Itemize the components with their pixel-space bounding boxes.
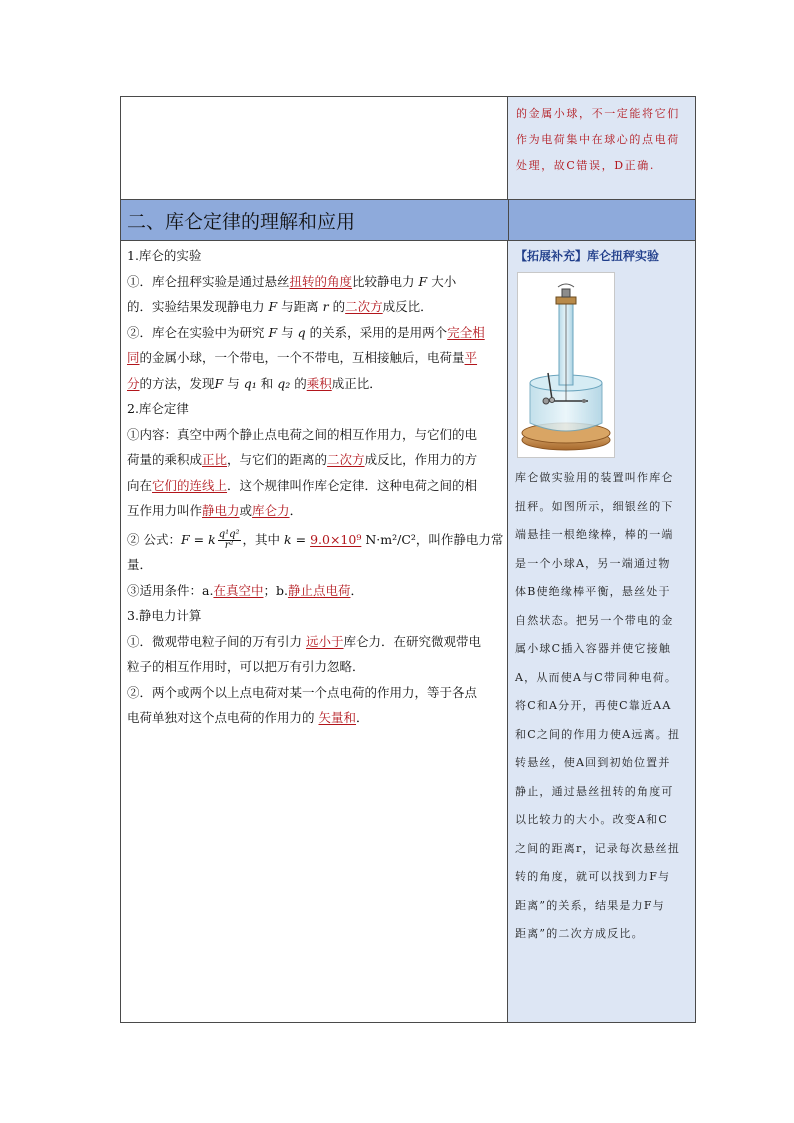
- text: =: [295, 531, 307, 547]
- text: 成正比．: [331, 375, 382, 391]
- answer-blank: 远小于: [306, 633, 344, 649]
- paragraph-line: [127, 629, 501, 655]
- text: 大小: [431, 273, 457, 289]
- text: ；b.: [263, 582, 288, 598]
- text: 与距离: [281, 299, 319, 314]
- unit: N·m²/C²: [365, 531, 416, 547]
- symbol: q₂: [277, 375, 291, 391]
- text: 的: [294, 375, 307, 391]
- extension-line: 转悬丝，使A回到初始位置并: [515, 756, 671, 769]
- answer-blank: 在真空中: [213, 582, 264, 598]
- answer-blank: 二次方: [327, 452, 365, 467]
- text: ，其中: [242, 531, 281, 547]
- text: ．: [289, 503, 303, 518]
- text: a.: [202, 582, 214, 598]
- paragraph-line: [127, 447, 501, 473]
- paragraph-line: [127, 705, 501, 731]
- text: ．这个规律叫作库仑定律．这种电荷之间的相: [227, 477, 478, 493]
- text: 或: [239, 503, 253, 518]
- paragraph-line: 量．: [127, 557, 153, 572]
- extension-line: A，从而使A与C带同种电荷。: [515, 670, 678, 684]
- paragraph-line: [127, 578, 501, 604]
- paragraph-line: [127, 473, 501, 499]
- extension-line: 自然状态。把另一个带电的金: [515, 613, 674, 627]
- extension-line: 将C和A分开，再使C靠近AA: [515, 699, 672, 712]
- text: 的方法，发现: [139, 375, 215, 391]
- answer-blank: 完全相: [447, 324, 485, 340]
- main-content: [121, 241, 508, 1022]
- answer-blank: 库仑力: [252, 503, 290, 518]
- extension-line: 属小球C插入容器并使它接触: [515, 642, 672, 655]
- answer-blank: 分: [127, 375, 140, 391]
- extension-line: 距离”的关系，结果是力F与: [515, 898, 665, 912]
- symbol: F: [268, 324, 278, 340]
- torsion-balance-figure: [517, 272, 615, 458]
- extension-heading: [515, 247, 689, 264]
- symbol: k: [208, 531, 216, 547]
- symbol: q: [297, 324, 306, 340]
- answer-blank: 矢量和: [318, 710, 357, 725]
- heading-2: 2.库仑定律: [127, 401, 189, 416]
- text: 的关系，采用的是用两个: [309, 324, 448, 340]
- answer-line: 作为电荷集中在球心的点电荷: [516, 133, 680, 146]
- text: ，叫作静电力常: [415, 531, 504, 547]
- text: 的金属小球，一个带电，一个不带电，互相接触后，电荷量: [139, 350, 465, 365]
- text: 荷量的乘积成: [127, 452, 203, 467]
- text: 与: [281, 324, 294, 340]
- text: 成反比，作用力的方: [364, 452, 478, 467]
- answer-blank: 二次方: [345, 299, 383, 314]
- extension-line: 库仑做实验用的装置叫作库仑: [515, 471, 674, 484]
- answer-blank: 正比: [202, 452, 228, 467]
- extension-panel: [508, 241, 695, 1022]
- symbol: F: [214, 375, 224, 391]
- answer-blank: 扭转的角度: [289, 273, 353, 289]
- answer-blank: 静电力: [202, 503, 240, 518]
- extension-line: 距离”的二次方成反比。: [515, 927, 644, 940]
- text: 向在: [127, 477, 153, 493]
- table-frame: [120, 96, 696, 1023]
- section-title: 二、库仑定律的理解和应用: [127, 211, 356, 233]
- extension-line: 是一个小球A，另一端通过物: [515, 556, 671, 570]
- symbol: r: [322, 299, 329, 314]
- text: 和: [260, 375, 274, 391]
- torsion-balance-illustration: [518, 273, 614, 457]
- text: ②．库仑在实验中为研究: [127, 324, 265, 340]
- extension-line: 和C之间的作用力使A远离。扭: [515, 727, 681, 741]
- text: 互作用力叫作: [127, 503, 203, 518]
- text: =: [193, 531, 205, 547]
- top-left-cell: [121, 97, 508, 200]
- extension-line: 以比较力的大小。改变A和C: [515, 813, 668, 826]
- paragraph-line: [127, 345, 501, 371]
- paragraph-line: ②．两个或两个以上点电荷对某一个点电荷的作用力，等于各点: [127, 684, 478, 700]
- extension-title: 库仑扭秤实验: [587, 249, 660, 263]
- answer-blank: 9.0×10⁹: [310, 531, 362, 547]
- text: ② 公式：: [127, 531, 181, 547]
- extension-line: 端悬挂一根绝缘棒，棒的一端: [515, 528, 674, 541]
- fraction-numerator: q¹q²: [218, 528, 240, 540]
- text: 的．实验结果发现静电力: [127, 299, 265, 314]
- symbol: q₁: [243, 375, 257, 391]
- extension-line: 之间的距离r，记录每次悬丝扭: [515, 841, 681, 855]
- text: 库仑力．在研究微观带电: [343, 633, 482, 649]
- extension-line: 转的角度，就可以找到力F与: [515, 870, 671, 883]
- text: ．: [350, 582, 363, 598]
- text: ①．微观带电粒子间的万有引力: [127, 633, 303, 649]
- paragraph-line: 粒子的相互作用时，可以把万有引力忽略．: [127, 659, 365, 674]
- answer-line: 的金属小球，不一定能将它们: [516, 107, 680, 120]
- extension-bracket-title: 【拓展补充】: [515, 249, 588, 263]
- symbol: F: [268, 299, 278, 314]
- fraction-denominator: r²: [224, 539, 234, 551]
- extension-line: 扭秤。如图所示，细银丝的下: [515, 499, 674, 513]
- paragraph-line: ①内容：真空中两个静止点电荷之间的相互作用力，与它们的电: [127, 426, 478, 442]
- extension-line: 静止，通过悬丝扭转的角度可: [515, 784, 674, 798]
- symbol: F: [418, 273, 428, 289]
- coulomb-fraction: [218, 530, 241, 551]
- paragraph-line: [127, 371, 501, 397]
- text: 的: [332, 299, 346, 314]
- paragraph-line: [127, 498, 501, 524]
- answer-blank: 同: [127, 350, 140, 365]
- text: ①．库仑扭秤实验是通过悬丝: [127, 273, 290, 289]
- answer-blank: 乘积: [306, 375, 332, 391]
- header-divider: [508, 200, 509, 240]
- answer-blank: 它们的连线上: [152, 477, 228, 493]
- text: 电荷单独对这个点电荷的作用力的: [127, 710, 315, 725]
- extension-line: 体B使绝缘棒平衡，悬丝处于: [515, 585, 671, 598]
- text: ．: [356, 710, 369, 725]
- text: ③适用条件：: [127, 582, 203, 598]
- text: ，与它们的距离的: [227, 452, 328, 467]
- heading-1: 1.库仑的实验: [127, 248, 202, 263]
- section-header: [121, 200, 695, 241]
- paragraph-line: [127, 269, 501, 295]
- paragraph-line: [127, 320, 501, 346]
- symbol: F: [180, 531, 190, 547]
- symbol: k: [284, 531, 292, 547]
- answer-blank: 平: [464, 350, 478, 365]
- answer-line: 处理，故C错误，D正确.: [516, 159, 655, 172]
- extension-text: [515, 464, 689, 949]
- formula-line: [127, 527, 504, 553]
- text: 比较静电力: [352, 273, 415, 289]
- answer-note: [508, 97, 695, 200]
- heading-3: 3.静电力计算: [127, 608, 202, 623]
- paragraph-line: [127, 294, 501, 320]
- text: 与: [227, 375, 240, 391]
- text: 成反比．: [382, 299, 433, 314]
- answer-blank: 静止点电荷: [287, 582, 351, 598]
